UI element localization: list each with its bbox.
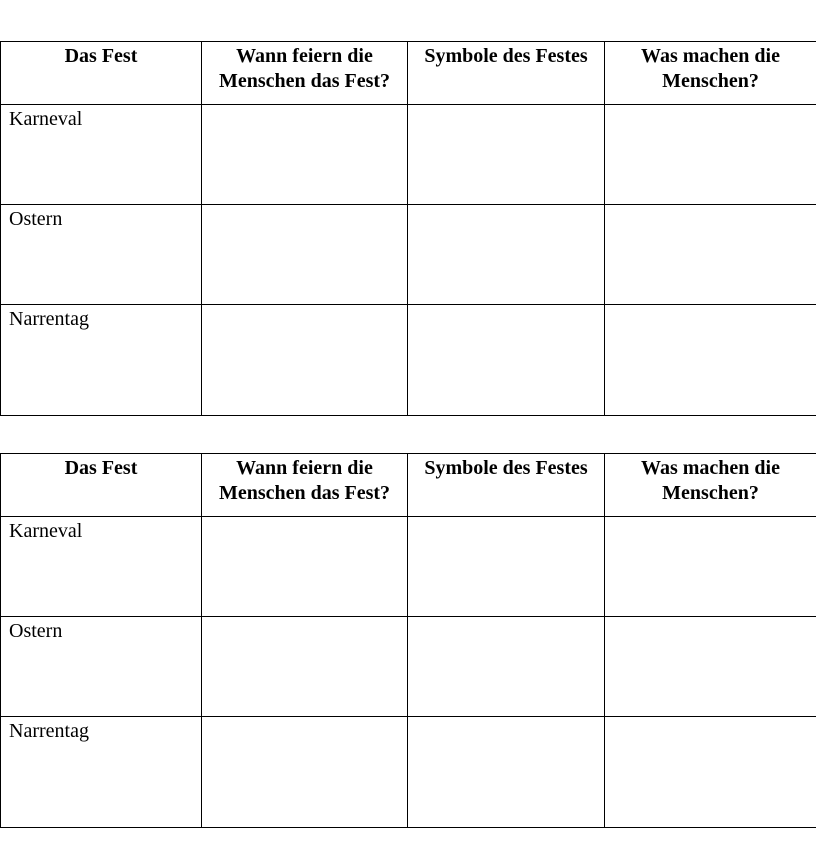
header-was-machen: Was machen die Menschen? [605,454,816,517]
answer-cell-was[interactable] [605,105,816,205]
answer-cell-wann[interactable] [202,517,408,617]
header-was-machen: Was machen die Menschen? [605,42,816,105]
answer-cell-wann[interactable] [202,717,408,828]
answer-cell-was[interactable] [605,617,816,717]
header-wann-feiern: Wann feiern die Menschen das Fest? [202,42,408,105]
table-row [1,305,816,416]
table-row [1,717,816,828]
answer-cell-symbole[interactable] [408,105,605,205]
answer-cell-symbole[interactable] [408,205,605,305]
answer-cell-was[interactable] [605,517,816,617]
answer-cell-wann[interactable] [202,105,408,205]
fest-name-cell: Karneval [1,105,202,205]
header-symbole: Symbole des Festes [408,454,605,517]
answer-cell-wann[interactable] [202,205,408,305]
answer-cell-wann[interactable] [202,617,408,717]
table-row [1,205,816,305]
answer-cell-symbole[interactable] [408,717,605,828]
fest-name-cell: Narrentag [1,717,202,828]
fest-name-cell: Narrentag [1,305,202,416]
answer-cell-symbole[interactable] [408,617,605,717]
header-das-fest: Das Fest [1,42,202,105]
table-row [1,517,816,617]
answer-cell-symbole[interactable] [408,517,605,617]
table-row [1,617,816,717]
answer-cell-was[interactable] [605,717,816,828]
table-header-row [1,42,816,105]
festival-table-2 [0,453,816,828]
fest-name-cell: Ostern [1,205,202,305]
answer-cell-wann[interactable] [202,305,408,416]
answer-cell-was[interactable] [605,305,816,416]
header-das-fest: Das Fest [1,454,202,517]
fest-name-cell: Karneval [1,517,202,617]
table-header-row [1,454,816,517]
answer-cell-symbole[interactable] [408,305,605,416]
fest-name-cell: Ostern [1,617,202,717]
header-symbole: Symbole des Festes [408,42,605,105]
table-row [1,105,816,205]
header-wann-feiern: Wann feiern die Menschen das Fest? [202,454,408,517]
answer-cell-was[interactable] [605,205,816,305]
festival-table-1 [0,41,816,416]
